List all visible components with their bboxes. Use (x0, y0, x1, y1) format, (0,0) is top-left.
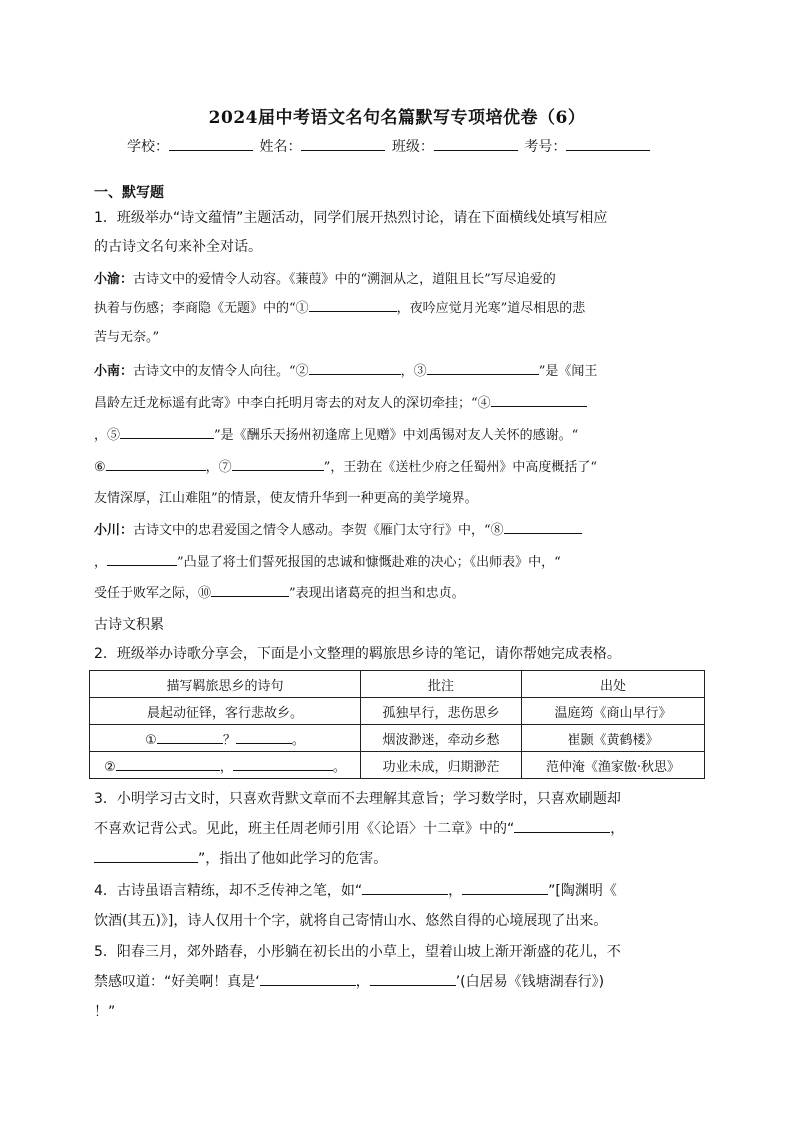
q1-xiaoyu-line-3: 苦与无奈。” (94, 330, 160, 345)
q4-line-2: 饮酒(其五)》]，诗人仅用十个字，就将自己寄情山水、悠然自得的心境展现了出来。 (94, 913, 608, 929)
speaker-xiaochuan: 小川： (94, 523, 134, 538)
table-cell (90, 725, 361, 752)
blank-4[interactable] (491, 392, 587, 407)
q1-text: 昌龄左迁龙标遥有此寄》中李白托明月寄去的对友人的深切牵挂；“④ (94, 396, 491, 411)
q1-text: 古诗文中的爱情令人动容。《蒹葭》中的“溯洄从之，道阻且长”写尽追爱的 (133, 272, 556, 287)
q1-text: ，夜吟应觉月光寒”道尽相思的悲 (396, 301, 586, 316)
blank-5[interactable] (120, 424, 214, 439)
blank-2[interactable] (309, 360, 401, 375)
blank-8[interactable] (504, 519, 582, 534)
q2-text: 2．班级举办诗歌分享会，下面是小文整理的羁旅思乡诗的笔记，请你帮她完成表格。 (94, 646, 621, 662)
cell-text: 。 (291, 732, 305, 748)
table-header: 批注 (361, 671, 522, 698)
school-field[interactable] (169, 136, 253, 151)
q1-xiaonan-line-4 (94, 456, 597, 475)
blank-3[interactable] (427, 360, 539, 375)
q1-line-1: 1．班级举办“诗文蕴情”主题活动，同学们展开热烈讨论，请在下面横线处填写相应 (94, 210, 608, 226)
q4-line-1 (94, 880, 617, 900)
blank-7[interactable] (232, 456, 324, 471)
class-field[interactable] (434, 136, 518, 151)
cell-text: ？ (222, 732, 236, 748)
name-label: 姓名： (259, 139, 302, 155)
q1-text: ，⑦ (205, 460, 232, 475)
q5-blank-1[interactable] (260, 971, 356, 986)
q1-text: 受任于败军之际，⑩ (94, 586, 212, 601)
poem-notes-table (89, 670, 705, 779)
table-cell: 崔颢《黄鹤楼》 (522, 725, 705, 752)
table-blank-1b[interactable] (236, 730, 292, 744)
q1-text: 古诗文中的忠君爱国之情令人感动。李贺《雁门太守行》中，“⑧ (133, 523, 504, 538)
q1-xiaonan-line-2 (94, 392, 587, 411)
section-heading-1: 一、默写题 (94, 185, 164, 201)
q4-text: ”[陶渊明《 (548, 883, 617, 899)
q1-xiaoyu-line-2 (94, 297, 585, 316)
q4-text: ， (448, 883, 463, 899)
q4-text: 4．古诗虽语言精练，却不乏传神之笔，如“ (94, 883, 363, 899)
exam-no-field[interactable] (566, 136, 650, 151)
speaker-xiaoyu: 小渝： (94, 272, 134, 287)
q3-line-2 (94, 818, 624, 838)
q1-line-2: 的古诗文名句来补全对话。 (94, 239, 262, 255)
table-blank-1a[interactable] (157, 730, 223, 744)
q4-blank-1[interactable] (362, 880, 448, 895)
q1-text: ， (94, 555, 108, 570)
blank-6[interactable] (106, 456, 206, 471)
table-blank-2a[interactable] (116, 757, 220, 771)
q5-line-3: ！” (94, 1004, 116, 1020)
table-cell: 晨起动征铎，客行悲故乡。 (90, 698, 361, 725)
table-cell: 功业未成，归期渺茫 (361, 752, 522, 779)
q4-blank-2[interactable] (462, 880, 548, 895)
q1-text: 古诗文中的友情令人向往。“② (133, 364, 309, 379)
cell-text: ① (145, 732, 157, 748)
exam-no-label: 考号： (524, 139, 567, 155)
q1-xiaochuan-line-2 (94, 551, 561, 570)
table-row (90, 752, 705, 779)
table-row (90, 725, 705, 752)
q3-line-3 (94, 848, 387, 868)
q3-text: ， (610, 821, 625, 837)
table-cell: 温庭筠《商山早行》 (522, 698, 705, 725)
q5-line-2 (94, 971, 604, 991)
page-title: 2024届中考语文名句名篇默写专项培优卷（6） (208, 108, 586, 128)
cell-text: ， (219, 759, 233, 775)
section-heading-2: 古诗文积累 (94, 617, 164, 633)
q3-blank-1[interactable] (514, 818, 610, 833)
q1-text: 执着与伤感；李商隐《无题》中的“① (94, 301, 309, 316)
q1-xiaonan-line-3 (94, 424, 578, 443)
table-header: 出处 (522, 671, 705, 698)
q1-xiaonan-line-1 (94, 360, 597, 379)
table-cell: 范仲淹《渔家傲·秋思》 (522, 752, 705, 779)
q1-text: ”表现出诸葛亮的担当和忠贞。 (289, 586, 465, 601)
student-info-row (127, 136, 652, 156)
q1-xiaochuan-line-1 (94, 519, 582, 538)
class-label: 班级： (391, 139, 434, 155)
q1-xiaonan-line-5: 友情深厚，江山难阻”的情景，使友情升华到一种更高的美学境界。 (94, 491, 478, 506)
table-cell (90, 752, 361, 779)
q5-text: ， (355, 974, 370, 990)
q1-text: ，③ (400, 364, 427, 379)
blank-10[interactable] (211, 582, 289, 597)
q5-text: 禁感叹道：“好美啊！真是‘ (94, 974, 260, 990)
table-cell: 孤独早行，悲伤思乡 (361, 698, 522, 725)
school-label: 学校： (127, 139, 169, 155)
q3-blank-2[interactable] (94, 848, 198, 863)
table-row (90, 698, 705, 725)
q1-text: ⑥ (94, 460, 106, 475)
q1-xiaoyu-line-1 (94, 268, 556, 287)
q5-line-1: 5．阳春三月，郊外踏春，小彤躺在初长出的小草上，望着山坡上渐开渐盛的花儿，不 (94, 944, 621, 960)
q5-blank-2[interactable] (370, 971, 456, 986)
table-cell: 烟波渺迷，牵动乡愁 (361, 725, 522, 752)
cell-text: ② (104, 759, 116, 775)
blank-1[interactable] (309, 297, 397, 312)
table-header: 描写羁旅思乡的诗句 (90, 671, 361, 698)
speaker-xiaonan: 小南： (94, 364, 134, 379)
q1-xiaochuan-line-3 (94, 582, 465, 601)
q5-text: ’(白居易《钱塘湖春行》) (455, 974, 605, 990)
q1-text: ”凸显了将士们誓死报国的忠诚和慷慨赴难的决心；《出师表》中，“ (177, 555, 561, 570)
name-field[interactable] (301, 136, 385, 151)
q1-text: ”是《酬乐天扬州初逢席上见赠》中刘禹锡对友人关怀的感谢。“ (214, 428, 579, 443)
table-header-row (90, 671, 705, 698)
q1-text: ，⑤ (94, 428, 121, 443)
blank-9[interactable] (107, 551, 177, 566)
q1-text: ”，王勃在《送杜少府之任蜀州》中高度概括了“ (323, 460, 597, 475)
cell-text: 。 (332, 759, 346, 775)
q3-text: 不喜欢记背公式。见此，班主任周老师引用《〈论语〉十二章》中的“ (94, 821, 515, 837)
table-blank-2b[interactable] (233, 757, 333, 771)
q3-text: ”，指出了他如此学习的危害。 (198, 851, 388, 867)
q1-text: ”是《闻王 (538, 364, 598, 379)
q3-line-1: 3．小明学习古文时，只喜欢背默文章而不去理解其意旨；学习数学时，只喜欢刷题却 (94, 791, 621, 807)
